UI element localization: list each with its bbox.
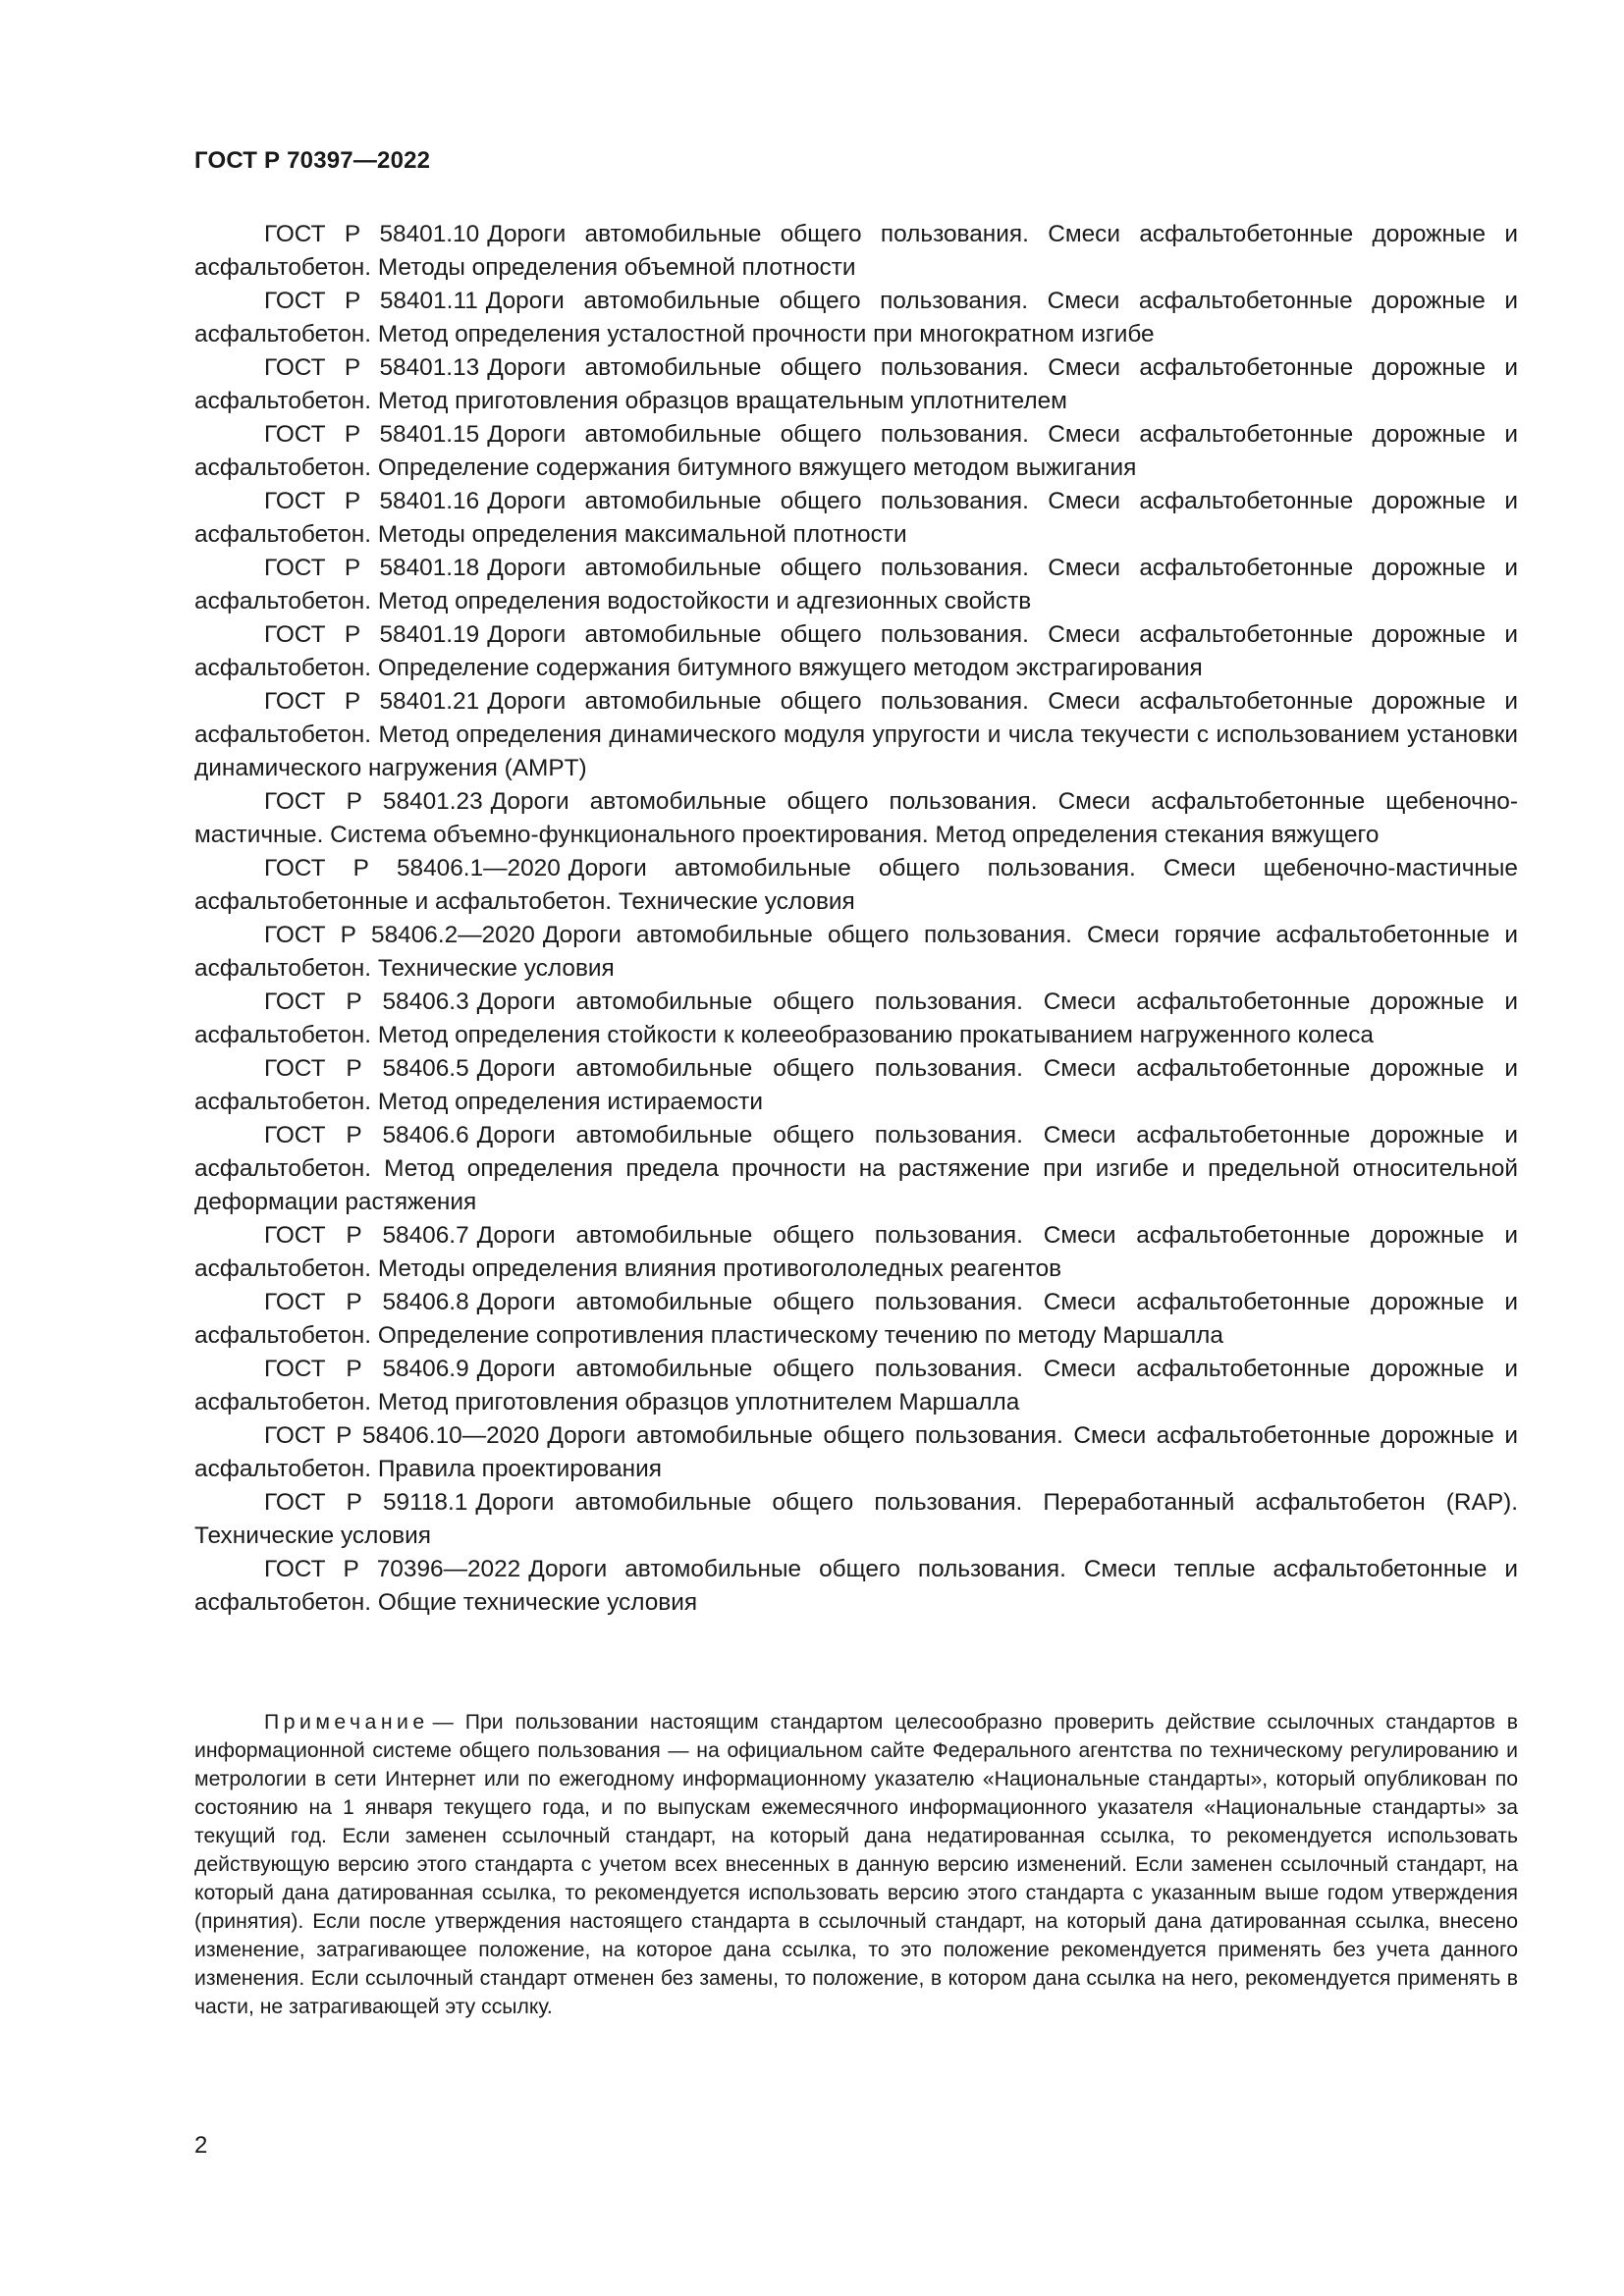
reference-title: Дороги автомобильные общего пользования. Смеси асфальтобетонные дорожные и асфальтобетон. Метод определения динамического модуля упругости и числа текучести с использованием установки динамического нагружения (AMPT): [194, 688, 1518, 781]
reference-title: Дороги автомобильные общего пользования. Смеси асфальтобетонные дорожные и асфальтобетон. Определение сопротивления пластическому течению по методу Маршалла: [194, 1289, 1518, 1349]
reference-item: [194, 1419, 1518, 1486]
reference-item: [194, 285, 1518, 351]
reference-code: ГОСТ Р 58406.9: [264, 1356, 469, 1382]
document-header-code: ГОСТ Р 70397—2022: [194, 147, 431, 174]
reference-title: Дороги автомобильные общего пользования. Смеси асфальтобетонные дорожные и асфальтобетон. Метод определения водостойкости и адгезионных свойств: [194, 555, 1518, 614]
reference-code: ГОСТ Р 58401.15: [264, 421, 480, 448]
page-number: 2: [194, 2132, 208, 2159]
reference-code: ГОСТ Р 58406.3: [264, 988, 469, 1015]
reference-title: Дороги автомобильные общего пользования. Смеси горячие асфальтобетонные и асфальтобетон. Технические условия: [194, 922, 1518, 982]
normative-references-list: [194, 218, 1518, 1620]
reference-item: [194, 218, 1518, 285]
reference-title: Дороги автомобильные общего пользования. Смеси асфальтобетонные дорожные и асфальтобетон. Метод определения усталостной прочности при многократном изгибе: [194, 288, 1518, 347]
reference-title: Дороги автомобильные общего пользования. Смеси асфальтобетонные дорожные и асфальтобетон. Методы определения объемной плотности: [194, 221, 1518, 281]
reference-title: Дороги автомобильные общего пользования. Переработанный асфальтобетон (RAP). Технические условия: [194, 1489, 1518, 1549]
reference-title: Дороги автомобильные общего пользования. Смеси асфальтобетонные дорожные и асфальтобетон. Правила проектирования: [194, 1422, 1518, 1482]
reference-code: ГОСТ Р 58401.16: [264, 488, 480, 514]
reference-code: ГОСТ Р 58401.18: [264, 555, 480, 581]
reference-code: ГОСТ Р 59118.1: [264, 1489, 468, 1516]
reference-code: ГОСТ Р 58406.7: [264, 1222, 469, 1249]
reference-item: [194, 485, 1518, 552]
reference-code: ГОСТ Р 58406.5: [264, 1055, 469, 1082]
reference-title: Дороги автомобильные общего пользования. Смеси асфальтобетонные дорожные и асфальтобетон. Метод приготовления образцов уплотнителем Маршалла: [194, 1356, 1518, 1415]
reference-title: Дороги автомобильные общего пользования. Смеси асфальтобетонные дорожные и асфальтобетон. Метод определения истираемости: [194, 1055, 1518, 1115]
reference-code: ГОСТ Р 58406.8: [264, 1289, 469, 1315]
reference-title: Дороги автомобильные общего пользования. Смеси щебеночно-мастичные асфальтобетонные и асфальтобетон. Технические условия: [194, 855, 1518, 915]
reference-item: [194, 919, 1518, 986]
reference-code: ГОСТ Р 58401.13: [264, 354, 480, 381]
reference-item: [194, 1486, 1518, 1553]
reference-item: [194, 1219, 1518, 1286]
reference-code: ГОСТ Р 58401.21: [264, 688, 480, 715]
reference-code: ГОСТ Р 58406.2—2020: [264, 922, 535, 948]
reference-title: Дороги автомобильные общего пользования. Смеси асфальтобетонные дорожные и асфальтобетон. Методы определения влияния противогололедных реагентов: [194, 1222, 1518, 1282]
reference-title: Дороги автомобильные общего пользования. Смеси асфальтобетонные дорожные и асфальтобетон. Определение содержания битумного вяжущего методом экстрагирования: [194, 621, 1518, 681]
reference-item: [194, 418, 1518, 485]
reference-item: [194, 351, 1518, 418]
reference-code: ГОСТ Р 70396—2022: [264, 1556, 521, 1582]
reference-code: ГОСТ Р 58406.1—2020: [264, 855, 561, 881]
note-text: — При пользовании настоящим стандартом целесообразно проверить действие ссылочных стандартов в информационной системе общего пользования — на официальном сайте Федерального агентства по техническому регулированию и метрологии в сети Интернет или по ежегодному информационному указателю «Национальные стандарты», который опубликован по состоянию на 1 января текущего года, и по выпускам ежемесячного информационного указателя «Национальные стандарты» за текущий год. Если заменен ссылочный стандарт, на который дана недатированная ссылка, то рекомендуется использовать действующую версию этого стандарта с учетом всех внесенных в данную версию изменений. Если заменен ссылочный стандарт, на который дана датированная ссылка, то рекомендуется использовать версию этого стандарта с указанным выше годом утверждения (принятия). Если после утверждения настоящего стандарта в ссылочный стандарт, на который дана датированная ссылка, внесено изменение, затрагивающее положение, на которое дана ссылка, то это положение рекомендуется применять без учета данного изменения. Если ссылочный стандарт отменен без замены, то положение, в котором дана ссылка на него, рекомендуется применять в части, не затрагивающей эту ссылку.: [194, 1711, 1518, 2018]
reference-title: Дороги автомобильные общего пользования. Смеси асфальтобетонные дорожные и асфальтобетон. Метод приготовления образцов вращательным уплотнителем: [194, 354, 1518, 414]
reference-code: ГОСТ Р 58406.10—2020: [264, 1422, 540, 1449]
reference-code: ГОСТ Р 58401.19: [264, 621, 480, 648]
reference-note: [194, 1708, 1518, 2021]
reference-title: Дороги автомобильные общего пользования. Смеси асфальтобетонные дорожные и асфальтобетон. Метод определения стойкости к колееобразованию прокатыванием нагруженного колеса: [194, 988, 1518, 1048]
reference-item: [194, 1119, 1518, 1219]
reference-item: [194, 1052, 1518, 1119]
reference-item: [194, 618, 1518, 685]
reference-item: [194, 1353, 1518, 1419]
reference-title: Дороги автомобильные общего пользования. Смеси асфальтобетонные дорожные и асфальтобетон. Методы определения максимальной плотности: [194, 488, 1518, 548]
reference-item: [194, 852, 1518, 919]
reference-title: Дороги автомобильные общего пользования. Смеси асфальтобетонные дорожные и асфальтобетон. Определение содержания битумного вяжущего методом выжигания: [194, 421, 1518, 481]
reference-item: [194, 552, 1518, 618]
reference-item: [194, 685, 1518, 785]
reference-item: [194, 986, 1518, 1052]
reference-item: [194, 785, 1518, 852]
reference-code: ГОСТ Р 58401.10: [264, 221, 480, 247]
reference-title: Дороги автомобильные общего пользования. Смеси теплые асфальтобетонные и асфальтобетон. Общие технические условия: [194, 1556, 1518, 1616]
reference-title: Дороги автомобильные общего пользования. Смеси асфальтобетонные щебеночно-мастичные. Система объемно-функционального проектирования. Метод определения стекания вяжущего: [194, 788, 1518, 848]
reference-code: ГОСТ Р 58401.23: [264, 788, 483, 815]
reference-item: [194, 1553, 1518, 1620]
reference-code: ГОСТ Р 58401.11: [264, 288, 478, 314]
reference-title: Дороги автомобильные общего пользования. Смеси асфальтобетонные дорожные и асфальтобетон. Метод определения предела прочности на растяжение при изгибе и предельной относительной деформации растяжения: [194, 1122, 1518, 1215]
reference-item: [194, 1286, 1518, 1353]
reference-code: ГОСТ Р 58406.6: [264, 1122, 469, 1148]
note-label: Примечание: [264, 1711, 429, 1734]
